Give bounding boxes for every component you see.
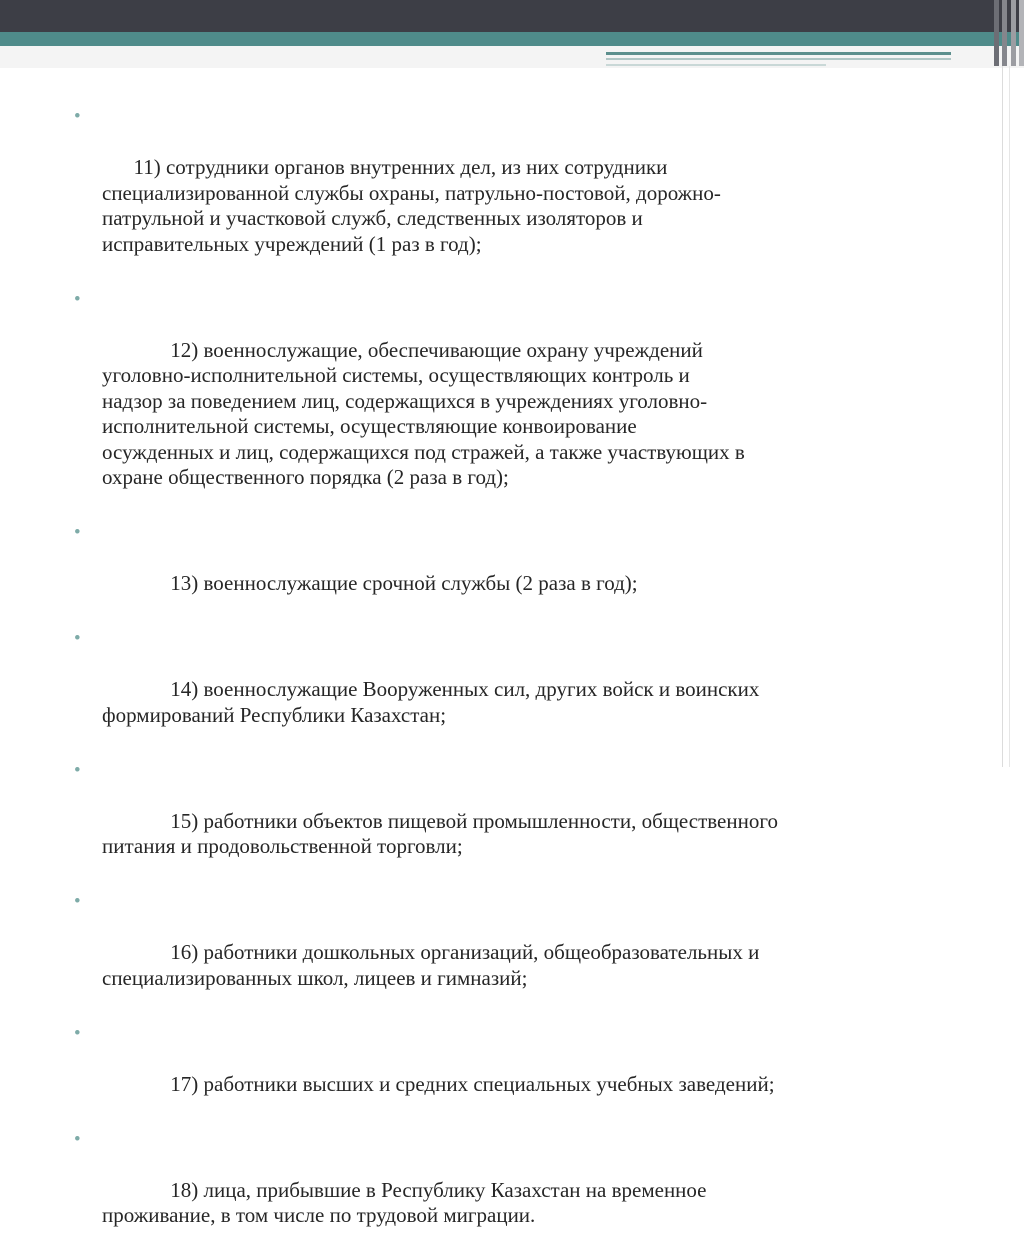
list-item (74, 520, 974, 622)
list-item-text: 12) военнослужащие, обеспечивающие охрану учреждений уголовно-исполнительной системы, осуществляющих контроль и надзор за поведением лиц, содержащихся в учреждениях уголовно- исполнительной системы, осуществляющие конвоирование осужденных и лиц, содержащихся под стражей, а также участвующих в охране общественного порядка (2 раза в год); (102, 337, 745, 489)
bullet-dot-icon: • (74, 759, 81, 781)
bullet-dot-icon: • (74, 106, 81, 127)
bullet-list (74, 104, 974, 1254)
slide-side-frame (1002, 66, 1010, 767)
list-item-text: 15) работники объектов пищевой промышленности, общественного питания и продовольственной торговли; (102, 808, 778, 858)
corner-stripe (994, 0, 999, 66)
list-item-text: 18) лица, прибывшие в Республику Казахстан на временное проживание, в том числе по трудовой миграции. (102, 1177, 707, 1227)
header-accent-line (606, 58, 951, 60)
bullet-dot-icon: • (74, 891, 81, 912)
corner-stripe (1002, 0, 1007, 66)
header-accent-line (606, 64, 826, 66)
list-item-text: 13) военнослужащие срочной службы (2 раза в год); (133, 571, 638, 595)
list-item (74, 626, 974, 754)
slide-content (74, 104, 974, 1258)
list-item (74, 104, 974, 283)
list-item (74, 758, 974, 886)
corner-stripe (1011, 0, 1016, 66)
list-item (74, 1127, 974, 1255)
list-item (74, 287, 974, 517)
list-item (74, 889, 974, 1017)
list-item-text: 11) сотрудники органов внутренних дел, из них сотрудники специализированной службы охраны, патрульно-постовой, дорожно- патрульной и участковой служб, следственных изоляторов и исправительных учреждений (1 раз в год); (102, 155, 721, 256)
bullet-dot-icon: • (74, 288, 81, 310)
header-teal-band (0, 32, 1024, 46)
header-corner-stripes (994, 0, 1024, 66)
bullet-dot-icon: • (74, 1128, 81, 1150)
list-item-text: 17) работники высших и средних специальных учебных заведений; (133, 1071, 775, 1096)
list-item-text: 16) работники дошкольных организаций, общеобразовательных и специализированных школ, лицеев и гимназий; (102, 940, 760, 990)
bullet-dot-icon: • (74, 628, 81, 649)
list-item-text: 14) военнослужащие Вооруженных сил, других войск и воинских формирований Республики Казахстан; (102, 677, 760, 727)
header-accent-line (606, 52, 951, 55)
list-item (74, 1021, 974, 1123)
bullet-dot-icon: • (74, 1022, 81, 1044)
corner-stripe (1019, 0, 1024, 66)
header-dark-band (0, 0, 1024, 32)
bullet-dot-icon: • (74, 522, 81, 543)
header-light-band (0, 46, 1024, 68)
